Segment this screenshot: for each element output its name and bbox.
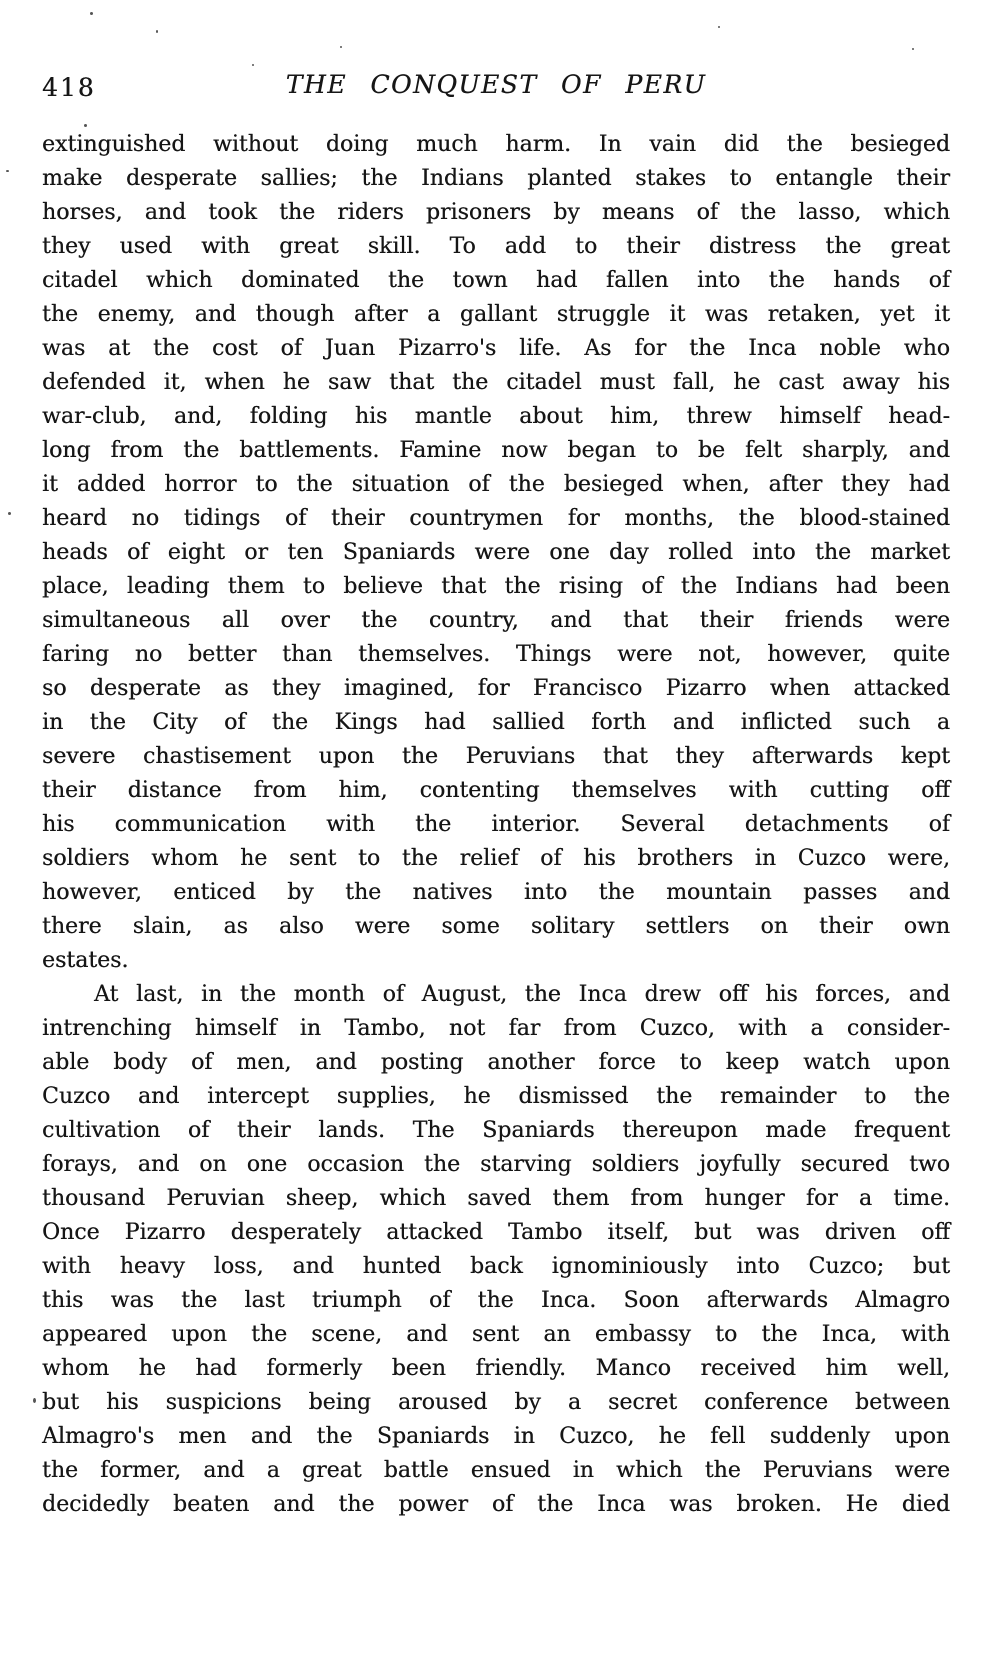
text-line: the former, and a great battle ensued in which the Peruvians were [42,1458,950,1483]
text-line: make desperate sallies; the Indians planted stakes to entangle their [42,166,950,191]
text-line: decidedly beaten and the power of the Inca was broken. He died [42,1492,950,1517]
text-line: was at the cost of Juan Pizarro's life. As for the Inca noble who [42,336,950,361]
text-line: citadel which dominated the town had fallen into the hands of [42,268,950,293]
text-line: but his suspicions being aroused by a secret conference between [42,1390,950,1415]
scan-speck [6,170,9,172]
text-line: so desperate as they imagined, for Francisco Pizarro when attacked [42,676,950,701]
text-line: Almagro's men and the Spaniards in Cuzco, he fell suddenly upon [42,1424,950,1449]
text-line: however, enticed by the natives into the mountain passes and [42,880,950,905]
text-line: they used with great skill. To add to their distress the great [42,234,950,259]
text-line: long from the battlements. Famine now began to be felt sharply, and [42,438,950,463]
text-line: estates. [42,948,129,973]
scan-speck [156,30,158,33]
text-line: the enemy, and though after a gallant struggle it was retaken, yet it [42,302,950,327]
page-number: 418 [42,73,96,102]
text-line: their distance from him, contenting themselves with cutting off [42,778,950,803]
text-line: able body of men, and posting another force to keep watch upon [42,1050,950,1075]
scan-speck [252,64,254,66]
text-line: thousand Peruvian sheep, which saved them from hunger for a time. [42,1186,950,1211]
scan-speck [718,26,720,28]
text-line: Cuzco and intercept supplies, he dismissed the remainder to the [42,1084,950,1109]
text-line: intrenching himself in Tambo, not far from Cuzco, with a consider- [42,1016,950,1041]
text-line: there slain, as also were some solitary settlers on their own [42,914,950,939]
scan-speck [8,512,11,515]
scan-speck [340,46,342,48]
text-line: war-club, and, folding his mantle about him, threw himself head- [42,404,950,429]
text-line: whom he had formerly been friendly. Manco received him well, [42,1356,950,1381]
scan-speck [33,1398,36,1403]
text-line: in the City of the Kings had sallied forth and inflicted such a [42,710,950,735]
scan-speck [84,124,87,127]
text-line: defended it, when he saw that the citadel must fall, he cast away his [42,370,950,395]
text-line: this was the last triumph of the Inca. Soon afterwards Almagro [42,1288,950,1313]
text-line: simultaneous all over the country, and that their friends were [42,608,950,633]
text-line: Once Pizarro desperately attacked Tambo itself, but was driven off [42,1220,950,1245]
text-line: heads of eight or ten Spaniards were one day rolled into the market [42,540,950,565]
text-line: his communication with the interior. Several detachments of [42,812,950,837]
text-line: place, leading them to believe that the rising of the Indians had been [42,574,950,599]
text-line: horses, and took the riders prisoners by means of the lasso, which [42,200,950,225]
text-line: At last, in the month of August, the Inca drew off his forces, and [94,982,950,1007]
text-line: forays, and on one occasion the starving soldiers joyfully secured two [42,1152,950,1177]
body-text [42,128,950,1522]
text-line: heard no tidings of their countrymen for months, the blood-stained [42,506,950,531]
running-title: THE CONQUEST OF PERU [285,70,707,99]
paragraph-1 [42,128,950,978]
text-line: faring no better than themselves. Things were not, however, quite [42,642,950,667]
text-line: cultivation of their lands. The Spaniards thereupon made frequent [42,1118,950,1143]
text-line: it added horror to the situation of the besieged when, after they had [42,472,950,497]
scan-speck [90,12,93,15]
text-line: extinguished without doing much harm. In vain did the besieged [42,132,950,157]
text-line: appeared upon the scene, and sent an embassy to the Inca, with [42,1322,950,1347]
paragraph-2 [42,978,950,1522]
page-header [42,70,950,110]
text-line: with heavy loss, and hunted back ignominiously into Cuzco; but [42,1254,950,1279]
text-line: soldiers whom he sent to the relief of his brothers in Cuzco were, [42,846,950,871]
text-line: severe chastisement upon the Peruvians that they afterwards kept [42,744,950,769]
scan-speck [912,48,914,50]
